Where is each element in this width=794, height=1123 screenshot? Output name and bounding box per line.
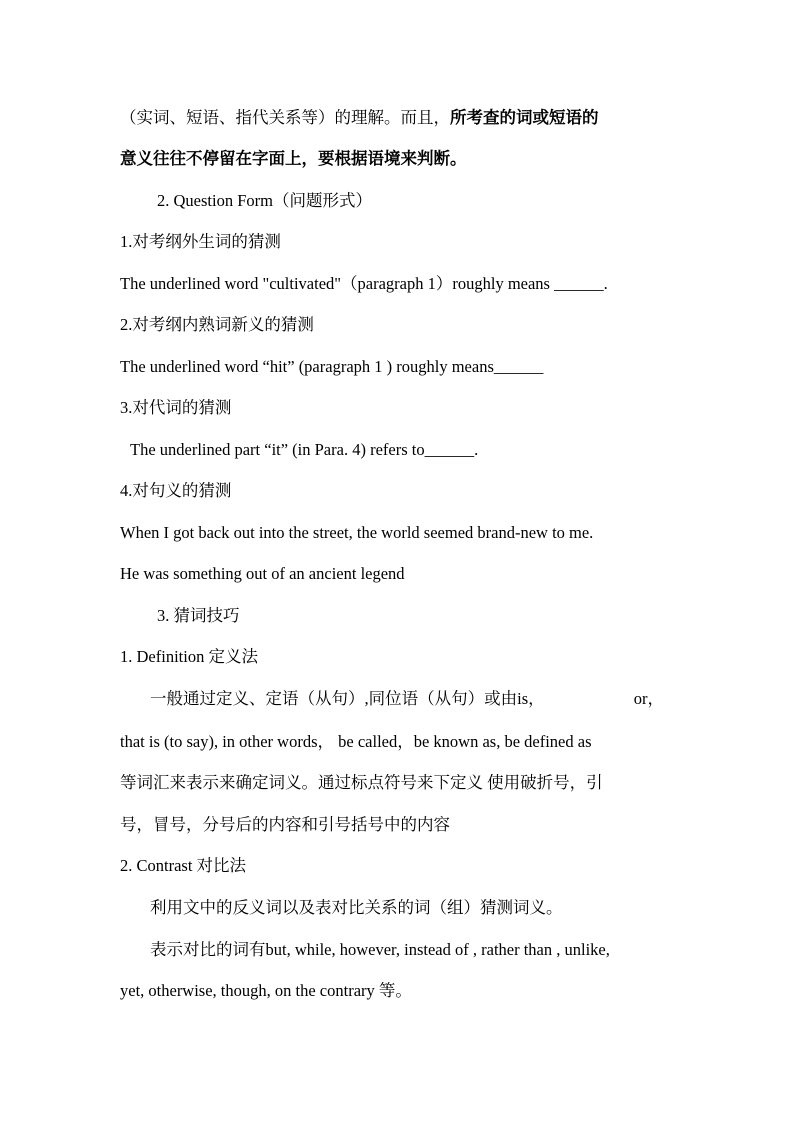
- paragraph-line: 号，冒号，分号后的内容和引号括号中的内容: [120, 815, 450, 834]
- method-heading: 1. Definition 定义法: [120, 647, 258, 666]
- paragraph-line: 利用文中的反义词以及表对比关系的词（组）猜测词义。: [150, 898, 563, 917]
- section-heading: 2. Question Form（问题形式）: [157, 191, 372, 210]
- item-heading: 2.对考纲内熟词新义的猜测: [120, 315, 314, 334]
- example-sentence: The underlined part “it” (in Para. 4) refers to______.: [130, 440, 479, 459]
- item-heading: 3.对代词的猜测: [120, 398, 232, 417]
- paragraph-line: yet, otherwise, though, on the contrary 等。: [120, 981, 412, 1000]
- item-heading: 1.对考纲外生词的猜测: [120, 232, 281, 251]
- text-left: 一般通过定义、定语（从句）,同位语（从句）或由is，: [150, 689, 545, 708]
- text-bold: 所考查的词或短语的: [450, 108, 599, 127]
- paragraph-line: 表示对比的词有but, while, however, instead of , rather than , unlike,: [150, 940, 610, 959]
- text-normal: （实词、短语、指代关系等）的理解。而且，: [120, 108, 450, 127]
- example-sentence: The underlined word “hit” (paragraph 1 ) roughly means______: [120, 357, 544, 376]
- example-sentence: When I got back out into the street, the world seemed brand-new to me.: [120, 523, 594, 542]
- item-heading: 4.对句义的猜测: [120, 481, 232, 500]
- paragraph-line: 等词汇来表示来确定词义。通过标点符号来下定义 使用破折号，引: [120, 773, 603, 792]
- paragraph-line-bold: 意义往往不停留在字面上，要根据语境来判断。: [120, 149, 467, 168]
- example-sentence: The underlined word "cultivated"（paragraph 1）roughly means ______.: [120, 274, 608, 293]
- section-heading: 3. 猜词技巧: [157, 606, 240, 625]
- text-right: or，: [633, 689, 664, 708]
- method-heading: 2. Contrast 对比法: [120, 856, 247, 875]
- example-sentence: He was something out of an ancient legend: [120, 564, 405, 583]
- paragraph-line: [120, 107, 599, 129]
- paragraph-line: that is (to say), in other words， be called，be known as, be defined as: [120, 732, 592, 751]
- paragraph-line: [150, 688, 664, 710]
